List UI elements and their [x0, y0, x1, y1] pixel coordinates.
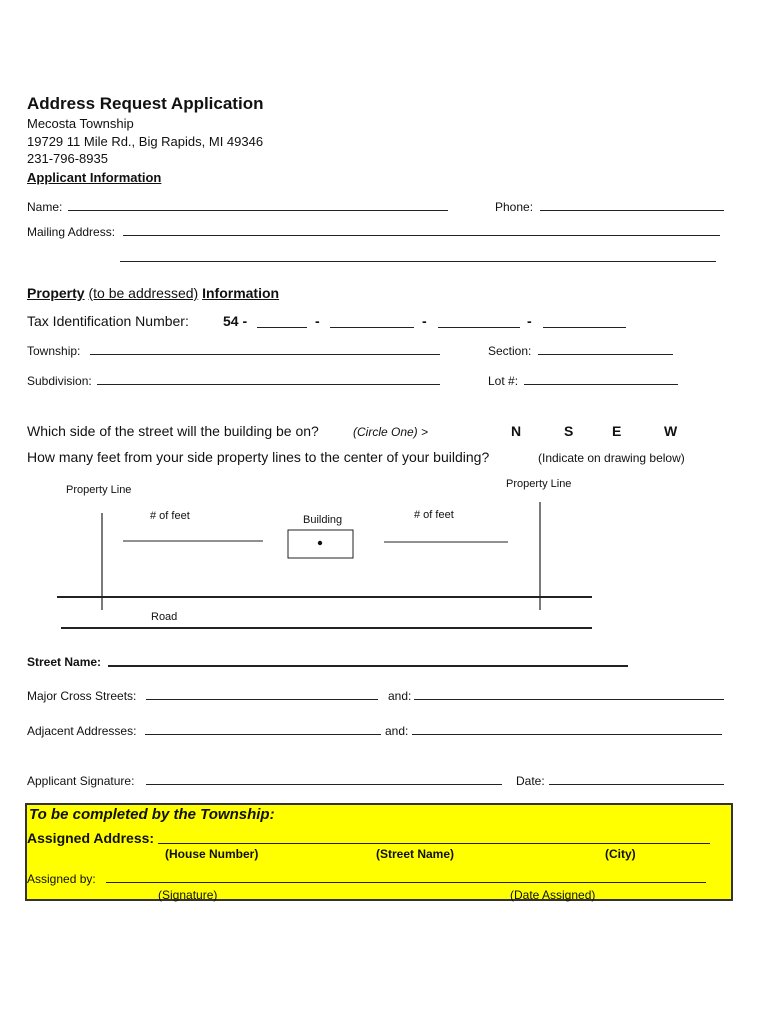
name-label: Name:: [27, 200, 63, 214]
property-line-left-label: Property Line: [66, 484, 132, 496]
direction-option-s[interactable]: S: [564, 423, 574, 439]
township-box-heading: To be completed by the Township:: [29, 806, 275, 823]
cross-streets-label: Major Cross Streets:: [27, 689, 137, 703]
phone-label: Phone:: [495, 200, 534, 214]
feet-right-label: # of feet: [414, 509, 454, 521]
adjacent-address-1-field[interactable]: [145, 734, 381, 735]
direction-option-w[interactable]: W: [664, 423, 678, 439]
street-side-note: (Circle One) >: [353, 425, 429, 439]
road-label: Road: [151, 611, 178, 623]
signature-caption: (Signature): [158, 888, 218, 902]
adjacent-and-label: and:: [385, 724, 409, 738]
assigned-address-field[interactable]: [158, 843, 710, 844]
applicant-signature-field[interactable]: [146, 784, 502, 785]
street-side-question: Which side of the street will the building be on?: [27, 423, 319, 439]
adjacent-addresses-label: Adjacent Addresses:: [27, 724, 137, 738]
org-address: 19729 11 Mile Rd., Big Rapids, MI 49346: [27, 134, 264, 149]
adjacent-address-2-field[interactable]: [412, 734, 722, 735]
township-label: Township:: [27, 344, 81, 358]
property-title-paren: (to be addressed): [88, 285, 199, 301]
tax-id-dash-3: -: [527, 313, 532, 329]
feet-left-label: # of feet: [150, 510, 190, 522]
page-title: Address Request Application: [27, 94, 264, 113]
assigned-by-field[interactable]: [106, 882, 706, 883]
street-name-caption: (Street Name): [376, 847, 455, 861]
cross-street-2-field[interactable]: [414, 699, 724, 700]
feet-question-note: (Indicate on drawing below): [538, 451, 685, 465]
applicant-signature-label: Applicant Signature:: [27, 774, 135, 788]
cross-and-label: and:: [388, 689, 412, 703]
house-number-caption: (House Number): [165, 847, 259, 861]
mailing-address-label: Mailing Address:: [27, 225, 116, 239]
date-field[interactable]: [549, 784, 724, 785]
assigned-address-label: Assigned Address:: [27, 830, 155, 846]
tax-id-label: Tax Identification Number:: [27, 313, 189, 329]
subdivision-label: Subdivision:: [27, 374, 92, 388]
building-label: Building: [303, 514, 343, 526]
property-line-right-label: Property Line: [506, 478, 572, 490]
section-label: Section:: [488, 344, 532, 358]
tax-id-dash-2: -: [422, 313, 427, 329]
lot-label: Lot #:: [488, 374, 519, 388]
assigned-by-label: Assigned by:: [27, 872, 96, 886]
street-name-label: Street Name:: [27, 655, 102, 669]
property-title-part1: Property: [27, 285, 85, 301]
feet-question: How many feet from your side property lines to the center of your building?: [27, 449, 490, 465]
applicant-section-title: Applicant Information: [27, 170, 162, 185]
cross-street-1-field[interactable]: [146, 699, 378, 700]
property-title-part2: Information: [202, 285, 280, 301]
direction-option-n[interactable]: N: [511, 423, 522, 439]
org-name: Mecosta Township: [27, 116, 134, 131]
tax-id-prefix: 54 -: [223, 313, 248, 329]
city-caption: (City): [605, 847, 636, 861]
street-name-field[interactable]: [108, 665, 628, 667]
direction-option-e[interactable]: E: [612, 423, 622, 439]
date-label: Date:: [516, 774, 545, 788]
building-center-dot: [318, 541, 322, 545]
tax-id-dash-1: -: [315, 313, 320, 329]
date-assigned-caption: (Date Assigned): [510, 888, 596, 902]
org-phone: 231-796-8935: [27, 151, 108, 166]
